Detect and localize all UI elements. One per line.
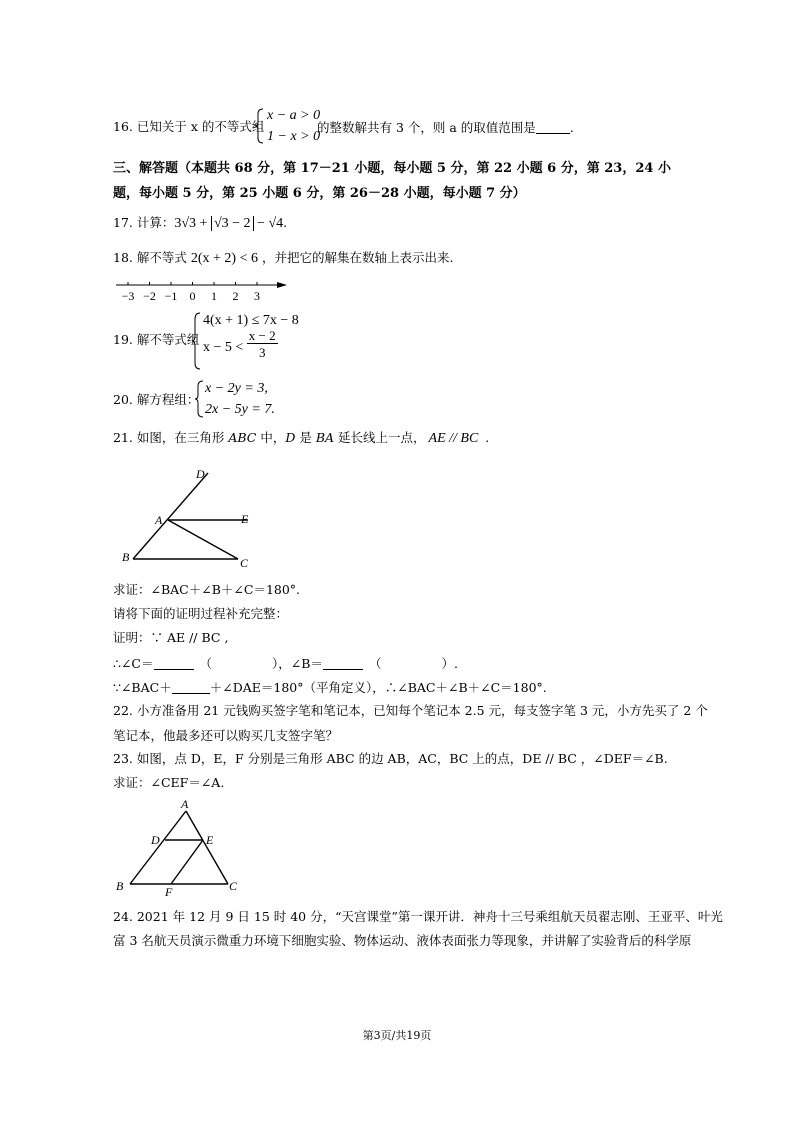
label-D: D [196,467,205,481]
number-line-tick-label: 3 [254,289,260,303]
label-A: A [155,513,163,527]
q21-period: . [481,430,490,445]
number-line-tick-label: −3 [121,289,135,303]
q20-label: 20. 解方程组： [113,392,200,407]
q17-period: . [283,215,288,230]
q19-numerator: x − 2 [248,328,276,343]
q16-brace [255,108,265,144]
q20-brace [195,380,205,418]
q21-blank-angle-b[interactable] [323,657,363,670]
number-line-tick-label: 0 [189,289,196,303]
q16-prefix: 16. 已知关于 x 的不等式组 [113,119,265,134]
q16-period: . [569,120,574,135]
label-C: C [229,879,238,893]
q21-proof3-b: ＋∠DAE＝180°（平角定义），∴∠BAC＋∠B＋∠C＝180°. [209,680,547,695]
q18-label: 18. 解不等式 [113,250,187,265]
q20-equation-2: 2x − 5y = 7. [205,402,275,417]
page-footer: 第3页/共19页 [362,1029,432,1042]
line-AC [168,520,238,559]
q21-intro-b: 中， [256,430,286,445]
q21-d: D [285,430,296,445]
q18-text: ，并把它的解集在数轴上表示出来. [261,250,454,265]
q19-denominator: 3 [258,345,266,360]
q16-suffix-text: 的整数解共有 3 个，则 a 的取值范围是 [317,120,536,135]
label-E: E [241,512,249,526]
number-line-tick-label: 2 [232,289,239,303]
q17-expr-b: − √4 [253,216,284,231]
line-AC [186,811,228,884]
q16-inequality-1: x − a > 0 [267,108,321,123]
q21-proof3-a: ∵∠BAC＋ [113,680,172,695]
question-24-line1: 24. 2021 年 12 月 9 日 15 时 40 分，“天宫课堂”第一课开讲．神舟十三号乘组航天员翟志刚、王亚平、叶光 [113,909,723,924]
q19-inequality-1: 4(x + 1) ≤ 7x − 8 [203,313,299,328]
q21-instruction: 请将下面的证明过程补充完整： [113,606,289,621]
number-line-tick-label: −2 [143,289,156,303]
number-line [113,278,293,306]
q21-prove: 求证：∠BAC＋∠B＋∠C＝180°. [113,582,301,597]
q17-label: 17. 计算： [113,215,175,230]
q21-blank-angle-c[interactable] [154,657,194,670]
q21-intro-d: 延长线上一点， [334,430,426,445]
q16-suffix [317,121,574,135]
q20-equation-1: x − 2y = 3, [205,381,268,396]
question-24-line2: 富 3 名航天员演示微重力环境下细胞实验、物体运动、液体表面张力等现象，并讲解了实验背后的科学原 [113,933,692,948]
label-B: B [116,879,124,893]
q21-intro-a: 21. 如图，在三角形 [113,430,229,445]
q19-brace [192,312,202,370]
q21-condition: AE // BC [428,431,479,446]
question-21-intro [113,432,489,446]
q17-expr-a: 3√3 + [174,216,211,231]
number-line-arrow [277,282,287,288]
q21-intro-c: 是 [295,430,316,445]
q21-blank-angle[interactable] [172,681,210,694]
q19-fraction [247,329,278,359]
question-22-line2: 笔记本，他最多还可以购买几支签字笔？ [113,728,339,743]
line-BD [133,473,208,559]
question-23-line2: 求证：∠CEF＝∠A. [113,775,225,790]
q21-proof-line1: 证明：∵ AE // BC , [113,630,229,645]
number-line-tick-label: −1 [164,289,178,303]
question-22-line1: 22. 小方准备用 21 元钱购买签字笔和笔记本，已知每个笔记本 2.5 元，每支签字笔 3 元，小方先买了 2 个 [113,703,708,718]
line-EF [171,840,203,884]
line-AB [130,811,186,884]
q19-label: 19. 解不等式组 [113,332,200,347]
q21-ba: BA [315,430,335,445]
q16-inequality-2: 1 − x > 0 [267,129,321,144]
question-17 [113,217,287,231]
section-3-heading-line2: 题，每小题 5 分，第 25 小题 6 分，第 26－28 小题，每小题 7 分） [113,186,526,201]
q16-answer-blank[interactable] [536,121,570,134]
label-B: B [122,550,130,564]
q21-proof2-c: ），∠B＝ [272,656,323,671]
q21-proof-line2 [113,657,458,671]
q21-proof-line3 [113,681,547,695]
q21-proof2-d: （ [368,656,382,671]
q21-proof2-b: （ [199,656,213,671]
q19-ineq2-left: x − 5 < [203,340,244,356]
q21-abc: ABC [228,430,257,445]
number-line-tick-label: 1 [211,289,217,303]
label-D: D [151,833,160,847]
q23-figure [113,797,253,899]
label-F: F [165,885,173,899]
question-23-line1: 23. 如图，点 D，E，F 分别是三角形 ABC 的边 AB，AC，BC 上的点，DE // BC ，∠DEF＝∠B. [113,751,668,766]
q17-abs-value: √3 − 2 [211,216,254,231]
question-18 [113,252,453,266]
q18-inequality: 2(x + 2) < 6 [190,251,258,266]
label-E: E [206,833,214,847]
q21-figure [113,463,273,573]
q21-proof2-e: ）. [441,656,458,671]
label-C: C [240,556,249,570]
q21-proof2-a: ∴∠C＝ [113,656,154,671]
section-3-heading-line1: 三、解答题（本题共 68 分，第 17－21 小题，每小题 5 分，第 22 小题 6 分，第 23，24 小 [113,161,671,176]
q19-inequality-2 [203,328,278,360]
label-A: A [181,797,189,811]
